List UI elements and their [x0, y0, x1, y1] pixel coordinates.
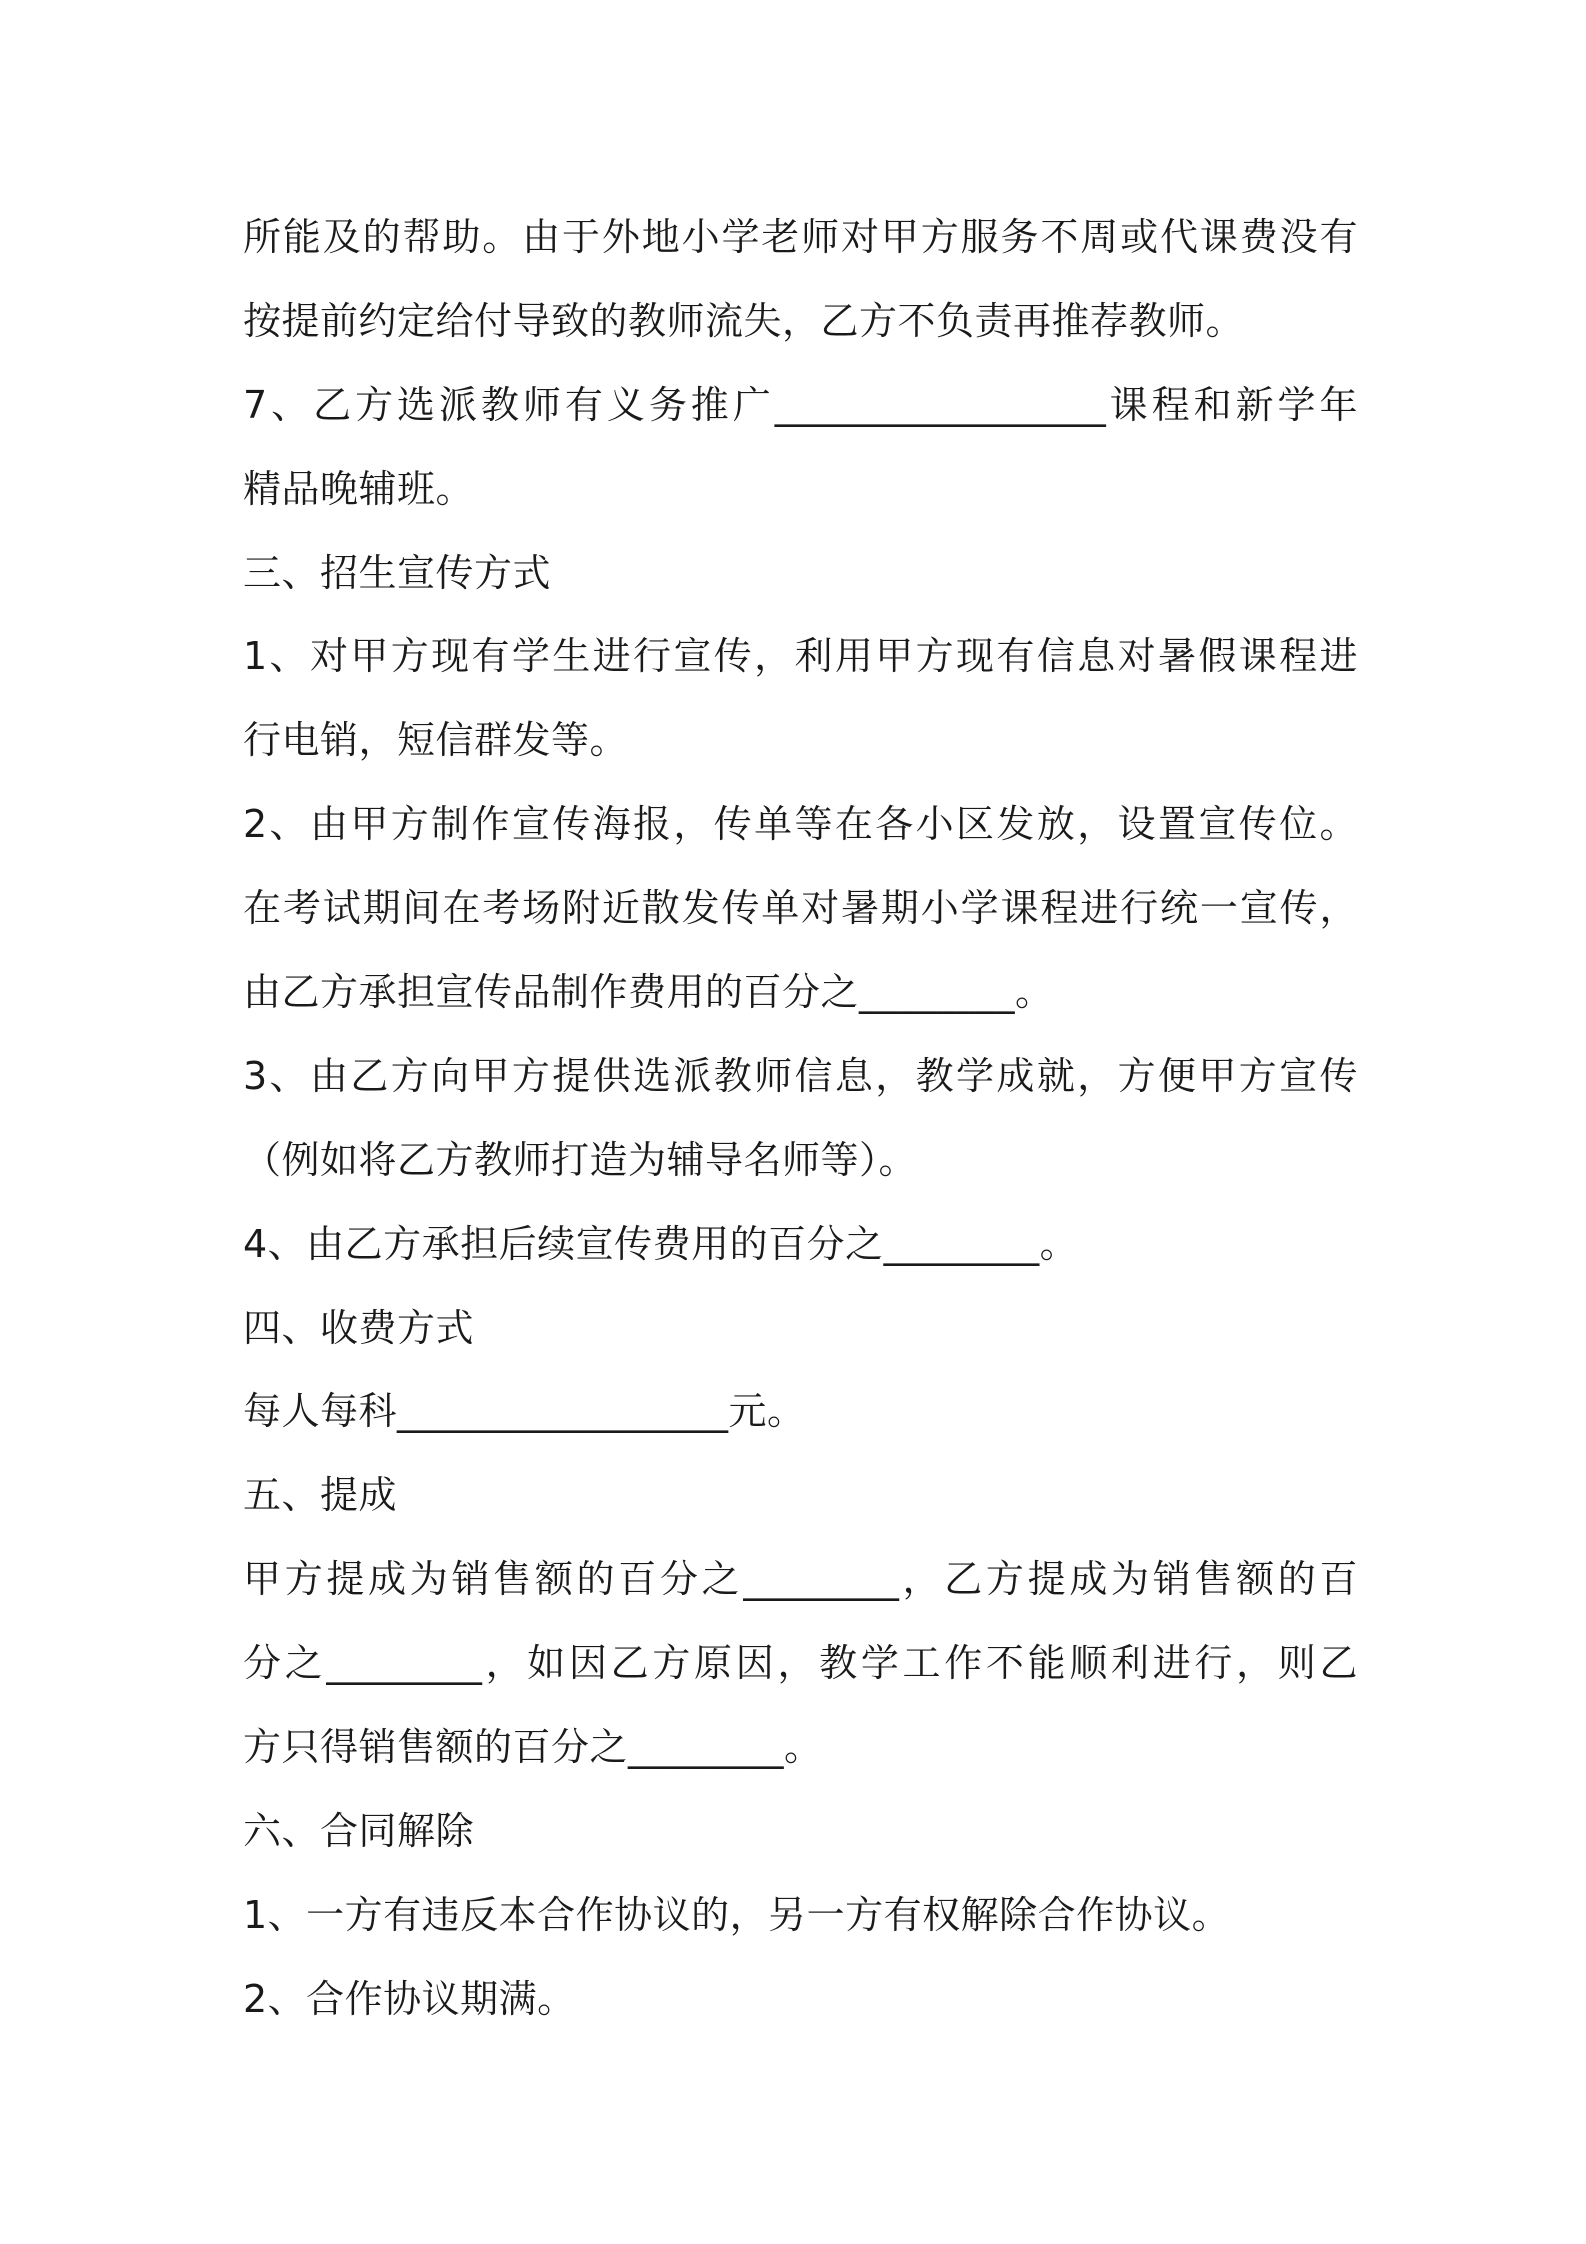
document-body [243, 196, 1358, 2042]
text-line-22: 2、合作协议期满。 [243, 1976, 576, 2021]
section-heading-6: 六、合同解除 [243, 1808, 475, 1853]
text-line-7: 行电销，短信群发等。 [243, 718, 629, 763]
text-line-17: 甲方提成为销售额的百分之________，乙方提成为销售额的百 [243, 1557, 1358, 1602]
section-heading-3: 三、招生宣传方式 [243, 550, 552, 595]
text-line-18: 分之________，如因乙方原因，教学工作不能顺利进行，则乙 [243, 1641, 1358, 1686]
text-line-4: 精品晚辅班。 [243, 466, 475, 511]
section-heading-5: 五、提成 [243, 1473, 398, 1518]
text-line-12: （例如将乙方教师打造为辅导名师等）。 [243, 1137, 918, 1182]
text-line-8: 2、由甲方制作宣传海报，传单等在各小区发放，设置宣传位。 [243, 802, 1358, 847]
text-line-6: 1、对甲方现有学生进行宣传，利用甲方现有信息对暑假课程进 [243, 634, 1358, 679]
text-line-19: 方只得销售额的百分之________。 [243, 1725, 823, 1770]
text-line-10: 由乙方承担宣传品制作费用的百分之________。 [243, 970, 1054, 1015]
text-line-11: 3、由乙方向甲方提供选派教师信息，教学成就，方便甲方宣传 [243, 1053, 1358, 1098]
text-line-3: 7、乙方选派教师有义务推广_________________课程和新学年 [243, 382, 1358, 427]
text-line-13: 4、由乙方承担后续宣传费用的百分之________。 [243, 1221, 1079, 1266]
text-line-15: 每人每科_________________元。 [243, 1389, 806, 1434]
text-line-9: 在考试期间在考场附近散发传单对暑期小学课程进行统一宣传， [243, 886, 1358, 931]
text-line-2: 按提前约定给付导致的教师流失，乙方不负责再推荐教师。 [243, 298, 1245, 343]
section-heading-4: 四、收费方式 [243, 1305, 475, 1350]
text-line-21: 1、一方有违反本合作协议的，另一方有权解除合作协议。 [243, 1892, 1231, 1937]
text-line-1: 所能及的帮助。由于外地小学老师对甲方服务不周或代课费没有 [243, 215, 1358, 259]
